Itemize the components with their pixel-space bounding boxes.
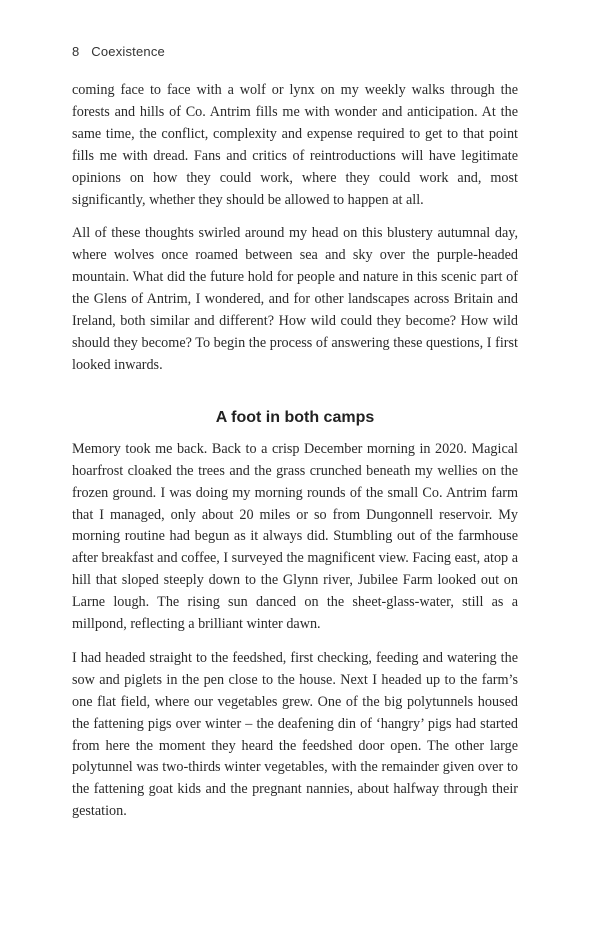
- chapter-title: Coexistence: [91, 44, 165, 59]
- page-number: 8: [72, 44, 80, 59]
- section-heading: A foot in both camps: [215, 408, 375, 426]
- running-head: [72, 44, 165, 59]
- body-text: [72, 80, 518, 823]
- paragraph-2: All of these thoughts swirled around my head on this blustery autumnal day, where wolves once roamed between sea and sky over the purple-headed mountain. What did the future hold for people and nature in this scenic part of the Glens of Antrim, I wondered, and for other landscapes across Britain and Ireland, both similar and different? How wild could they become? How wild should they become? To begin the process of answering these questions, I first looked inwards.: [72, 225, 518, 373]
- paragraph-4: I had headed straight to the feedshed, first checking, feeding and watering the sow and piglets in the pen close to the house. Next I headed up to the farm’s one flat field, where our vegetables grew. One of the big polytunnels housed the fattening pigs over winter – the deafening din of ‘hangry’ pigs had started from here the moment they heard the feedshed door open. The other large polytunnel was two-thirds winter vegetables, with the remainder given over to the fattening goat kids and the pregnant nannies, about halfway through their gestation.: [72, 649, 518, 820]
- paragraph-3: Memory took me back. Back to a crisp December morning in 2020. Magical hoarfrost cloaked the trees and the grass crunched beneath my wellies on the frozen ground. I was doing my morning rounds of the small Co. Antrim farm that I managed, only about 20 miles or so from Dungonnell reservoir. My morning routine had begun as it always did. Stumbling out of the farmhouse after breakfast and coffee, I surveyed the magnificent view. Facing east, atop a hill that sloped steeply down to the Glynn river, Jubilee Farm looked out on Larne lough. The rising sun danced on the sheet-glass-water, still as a millpond, reflecting a brilliant winter dawn.: [72, 440, 518, 633]
- paragraph-1: coming face to face with a wolf or lynx on my weekly walks through the forests and hills of Co. Antrim fills me with wonder and anticipation. At the same time, the conflict, complexity and expense required to get to that point fills me with dread. Fans and critics of reintroductions will have legitimate opinions on how they could work, where they could work and, most significantly, whether they should be allowed to happen at all.: [72, 82, 518, 208]
